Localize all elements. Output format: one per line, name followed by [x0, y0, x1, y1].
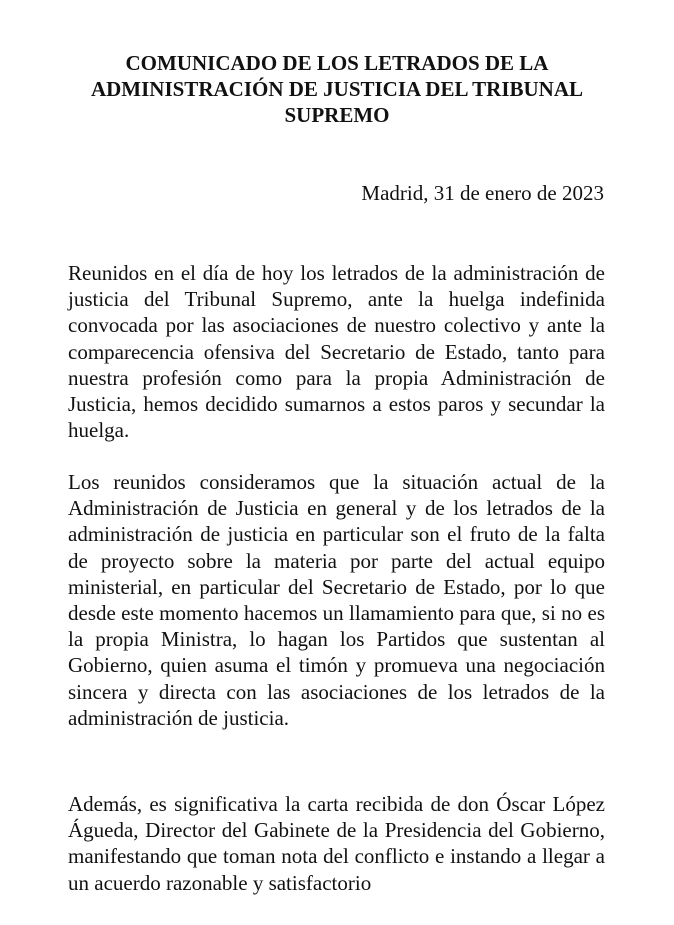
paragraph-1: Reunidos en el día de hoy los letrados de la administración de justicia del Tribunal Supremo, ante la huelga indefinida convocada por las asociaciones de nuestro colectivo y ante la comparecencia ofensiva del Secretario de Estado, tanto para nuestra profesión como para la propia Administración de Justicia, hemos decidido sumarnos a estos paros y secundar la huelga. — [68, 261, 605, 443]
document-title: COMUNICADO DE LOS LETRADOS DE LA ADMINISTRACIÓN DE JUSTICIA DEL TRIBUNAL SUPREMO — [90, 51, 584, 127]
paragraph-2: Los reunidos consideramos que la situación actual de la Administración de Justicia en general y de los letrados de la administración de justicia en particular son el fruto de la falta de proyecto sobre la materia por parte del actual equipo ministerial, en particular del Secretario de Estado, por lo que desde este momento hacemos un llamamiento para que, si no es la propia Ministra, lo hagan los Partidos que sustentan al Gobierno, quien asuma el timón y promueva una negociación sincera y directa con las asociaciones de los letrados de la administración de justicia. — [68, 470, 605, 730]
date-line: Madrid, 31 de enero de 2023 — [361, 181, 604, 205]
paragraph-3: Además, es significativa la carta recibida de don Óscar López Águeda, Director del Gabinete de la Presidencia del Gobierno, manifestando que toman nota del conflicto e instando a llegar a un acuerdo razonable y satisfactorio — [68, 792, 605, 895]
